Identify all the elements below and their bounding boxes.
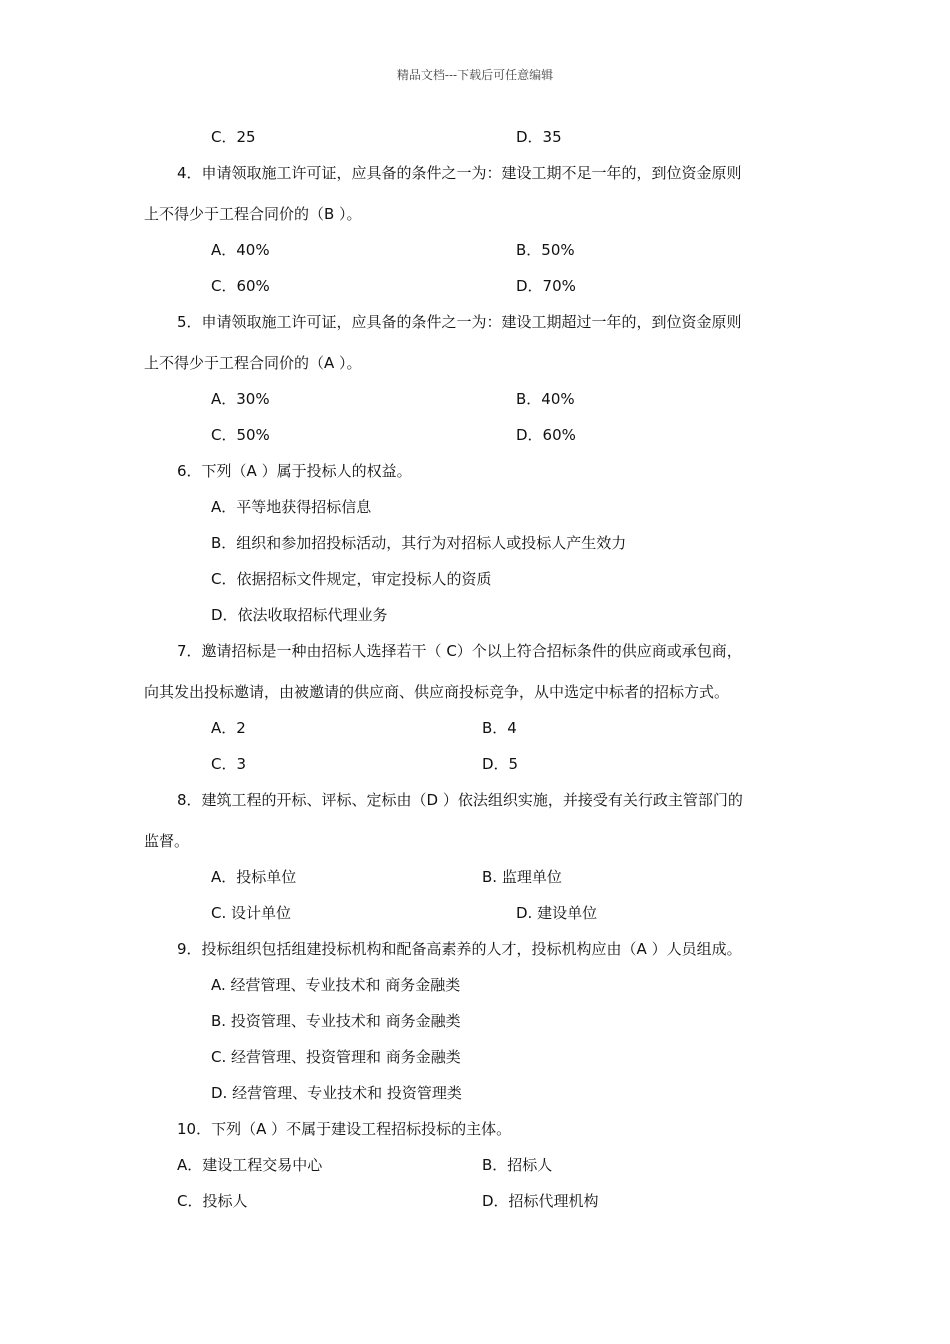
- q3-option-c: C．25: [211, 128, 256, 146]
- q5-stem-line-2: 上不得少于工程合同价的（A ）。: [144, 354, 362, 372]
- q8-option-c: C. 设计单位: [211, 904, 292, 922]
- q4-option-a: A．40%: [211, 241, 270, 259]
- q6-option-c: C．依据招标文件规定，审定投标人的资质: [211, 570, 492, 588]
- q10-stem: 10．下列（A ）不属于建设工程招标投标的主体。: [177, 1120, 512, 1138]
- q8-stem-line-1: 8．建筑工程的开标、评标、定标由（D ）依法组织实施，并接受有关行政主管部门的: [177, 791, 743, 809]
- q5-option-d: D．60%: [516, 426, 576, 444]
- q10-option-c: C．投标人: [177, 1192, 248, 1210]
- q7-option-c: C．3: [211, 755, 247, 773]
- q9-option-a: A. 经营管理、专业技术和 商务金融类: [211, 976, 461, 994]
- q3-option-d: D．35: [516, 128, 562, 146]
- q8-option-b: B. 监理单位: [482, 868, 562, 886]
- q6-option-d: D．依法收取招标代理业务: [211, 606, 388, 624]
- q8-option-d: D. 建设单位: [516, 904, 598, 922]
- q4-stem-line-2: 上不得少于工程合同价的（B ）。: [144, 205, 362, 223]
- q6-option-a: A．平等地获得招标信息: [211, 498, 372, 516]
- q4-option-b: B．50%: [516, 241, 575, 259]
- q6-option-b: B．组织和参加招投标活动，其行为对招标人或投标人产生效力: [211, 534, 627, 552]
- q4-option-c: C．60%: [211, 277, 270, 295]
- q9-option-b: B. 投资管理、专业技术和 商务金融类: [211, 1012, 461, 1030]
- q6-stem: 6．下列（A ）属于投标人的权益。: [177, 462, 412, 480]
- q10-option-a: A．建设工程交易中心: [177, 1156, 323, 1174]
- q5-stem-line-1: 5．申请领取施工许可证，应具备的条件之一为：建设工期超过一年的，到位资金原则: [177, 313, 742, 331]
- q7-option-b: B．4: [482, 719, 517, 737]
- q5-option-c: C．50%: [211, 426, 270, 444]
- q8-option-a: A．投标单位: [211, 868, 297, 886]
- q10-option-d: D．招标代理机构: [482, 1192, 599, 1210]
- q8-stem-line-2: 监督。: [144, 832, 190, 850]
- q7-stem-line-1: 7．邀请招标是一种由招标人选择若干（ C）个以上符合招标条件的供应商或承包商，: [177, 642, 742, 660]
- q7-option-d: D．5: [482, 755, 519, 773]
- q9-option-d: D. 经营管理、专业技术和 投资管理类: [211, 1084, 462, 1102]
- q7-stem-line-2: 向其发出投标邀请，由被邀请的供应商、供应商投标竞争，从中选定中标者的招标方式。: [144, 683, 730, 701]
- page-header: 精品文档---下载后可任意编辑: [396, 68, 554, 82]
- q9-stem: 9．投标组织包括组建投标机构和配备高素养的人才，投标机构应由（A ）人员组成。: [177, 940, 742, 958]
- q7-option-a: A．2: [211, 719, 246, 737]
- q10-option-b: B．招标人: [482, 1156, 553, 1174]
- q5-option-b: B．40%: [516, 390, 575, 408]
- q5-option-a: A．30%: [211, 390, 270, 408]
- q9-option-c: C. 经营管理、投资管理和 商务金融类: [211, 1048, 461, 1066]
- q4-stem-line-1: 4．申请领取施工许可证，应具备的条件之一为：建设工期不足一年的，到位资金原则: [177, 164, 742, 182]
- q4-option-d: D．70%: [516, 277, 576, 295]
